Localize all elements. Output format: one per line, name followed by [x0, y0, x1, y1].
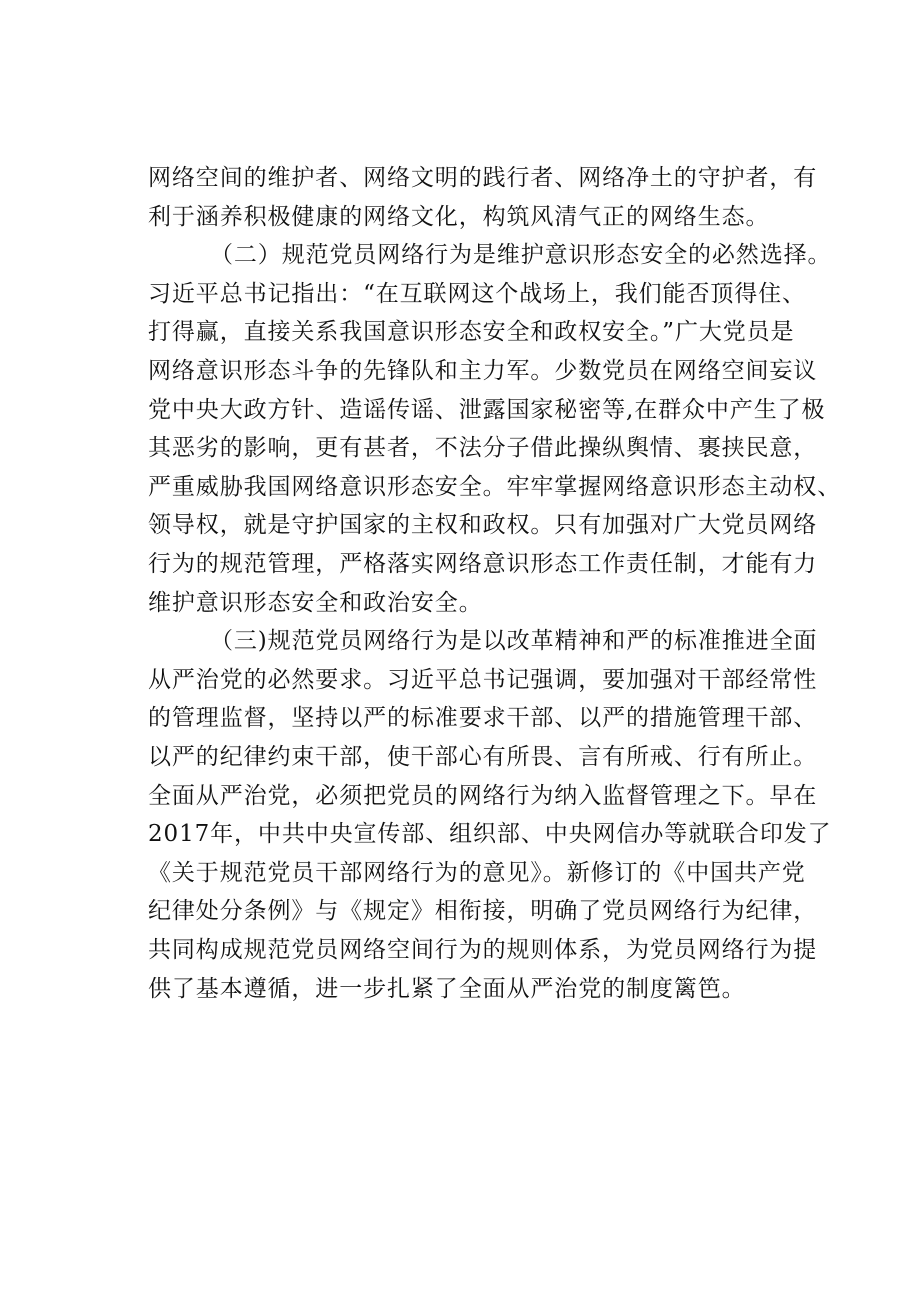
text-line: 全面从严治党，必须把党员的网络行为纳入监督管理之下。早在 [148, 782, 818, 809]
text-line: 党中央大政方针、造谣传谣、泄露国家秘密等,在群众中产生了极 [148, 396, 826, 423]
text-line: 纪律处分条例》与《规定》相衔接，明确了党员网络行为纪律， [148, 898, 818, 925]
text-line: 网络意识形态斗争的先锋队和主力军。少数党员在网络空间妄议 [148, 358, 818, 384]
text-line: 严重威胁我国网络意识形态安全。牢牢掌握网络意识形态主动权、 [148, 473, 842, 500]
text-line: 从严治党的必然要求。习近平总书记强调，要加强对干部经常性 [148, 666, 818, 693]
text-line: （二）规范党员网络行为是维护意识形态安全的必然选择。 [210, 242, 832, 269]
text-line: 行为的规范管理，严格落实网络意识形态工作责任制，才能有力 [148, 551, 818, 577]
text-line: 以严的纪律约束干部，使干部心有所畏、言有所戒、行有所止。 [148, 744, 818, 770]
text-line: （三)规范党员网络行为是以改革精神和严的标准推进全面 [210, 628, 818, 655]
text-line: 的管理监督，坚持以严的标准要求干部、以严的措施管理干部、 [148, 705, 818, 732]
text-line: 利于涵养积极健康的网络文化，构筑风清气正的网络生态。 [148, 203, 770, 230]
text-line: 领导权，就是守护国家的主权和政权。只有加强对广大党员网络 [148, 512, 818, 539]
text-line: 维护意识形态安全和政治安全。 [148, 589, 483, 616]
text-line: 习近平总书记指出：“在互联网这个战场上，我们能否顶得住、 [148, 280, 806, 307]
text-line: 共同构成规范党员网络空间行为的规则体系，为党员网络行为提 [148, 937, 818, 963]
text-line: 打得赢，直接关系我国意识形态安全和政权安全。”广大党员是 [148, 319, 795, 346]
text-line: 供了基本遵循，进一步扎紧了全面从严治党的制度篱笆。 [148, 975, 746, 1002]
text-line: 2017年，中共中央宣传部、组织部、中央网信办等就联合印发了 [148, 821, 832, 848]
text-line: 网络空间的维护者、网络文明的践行者、网络净土的守护者，有 [148, 165, 818, 191]
text-line: 《关于规范党员干部网络行为的意见》。新修订的《中国共产党 [148, 859, 806, 886]
text-line: 其恶劣的影响，更有甚者，不法分子借此操纵舆情、裹挟民意， [148, 435, 818, 462]
